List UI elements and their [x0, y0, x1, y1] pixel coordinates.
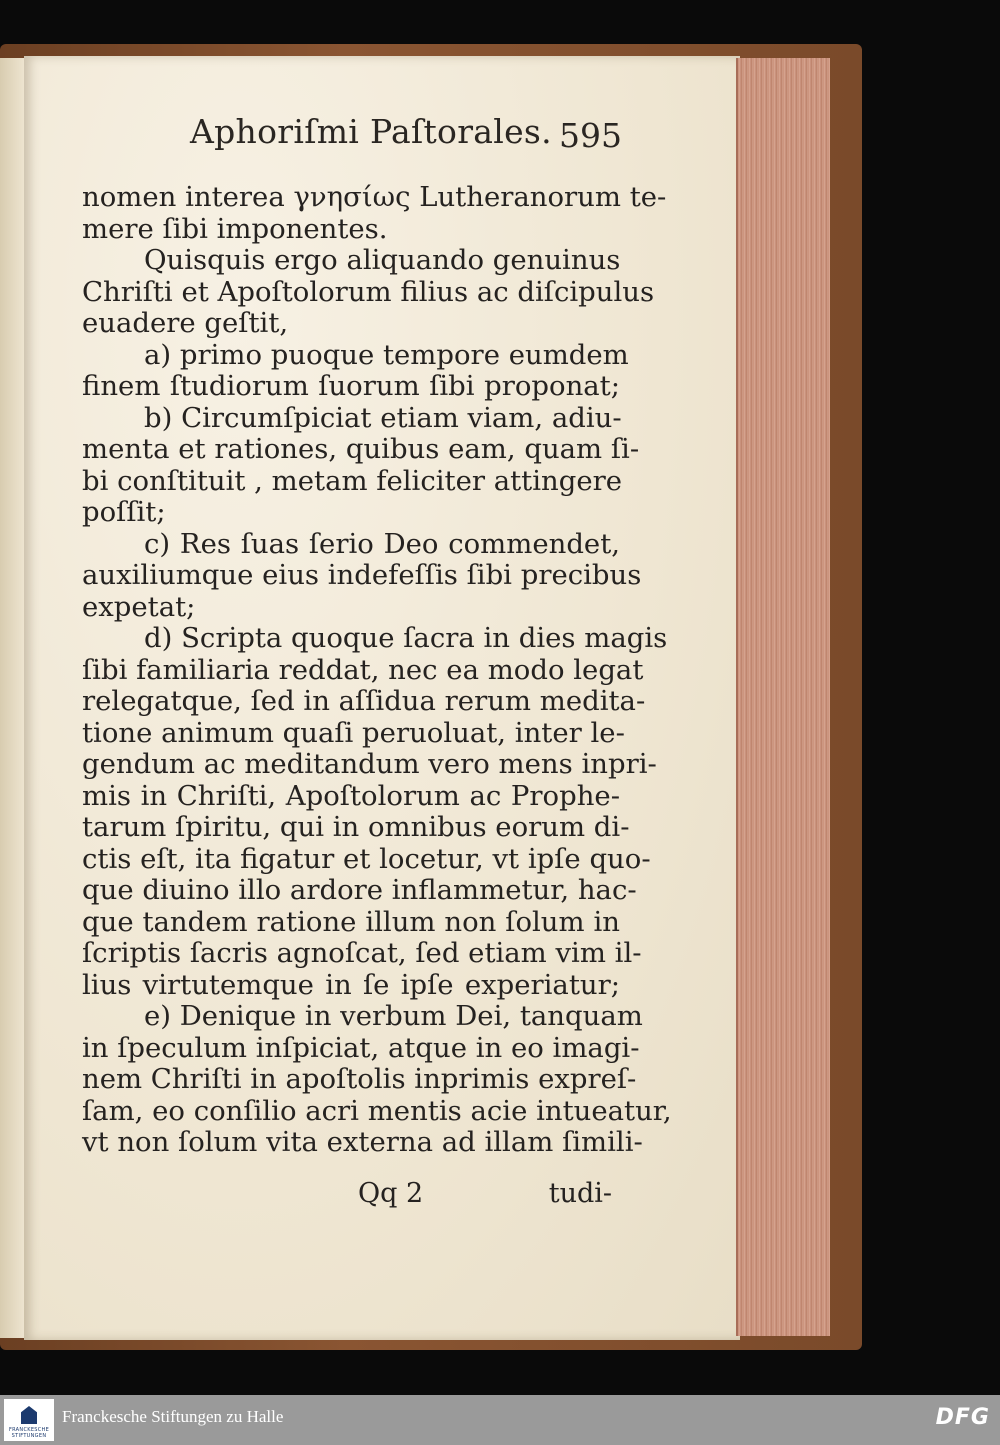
text-line: finem ſtudiorum ſuorum ſibi proponat;	[82, 370, 620, 402]
institution-name[interactable]: Franckesche Stiftungen zu Halle	[62, 1407, 284, 1426]
text-line: poſſit;	[82, 496, 166, 528]
page-footer-line	[82, 1178, 620, 1214]
text-line: gendum ac meditandum vero mens inpri-	[82, 748, 657, 780]
text-line: e) Denique in verbum Dei, tanquam	[144, 1000, 643, 1032]
dfg-logo[interactable]: DFG	[935, 1405, 990, 1430]
text-line: relegatque, ſed in aſſidua rerum medita-	[82, 685, 646, 717]
text-line: que diuino illo ardore inflammetur, hac-	[82, 874, 637, 906]
running-head: Aphoriſmi Paſtorales.	[190, 112, 552, 151]
text-line: b) Circumſpiciat etiam viam, adiu-	[144, 401, 622, 434]
text-line: tarum ſpiritu, qui in omnibus eorum di-	[82, 811, 630, 843]
text-line: nem Chriſti in apoſtolis inprimis expreſ-	[82, 1063, 637, 1095]
text-line: auxiliumque eius indefeſſis ſibi precibus	[82, 559, 642, 591]
text-line: que tandem ratione illum non ſolum in	[82, 905, 620, 938]
page-header	[190, 112, 630, 162]
text-line: a) primo puoque tempore eumdem	[144, 338, 629, 371]
page-body-text	[82, 181, 672, 1159]
text-line: expetat;	[82, 590, 196, 623]
text-line: mere ſibi imponentes.	[82, 212, 388, 245]
text-line: lius virtutemque in ſe ipſe experiatur;	[82, 968, 620, 1001]
text-line: ſam, eo conſilio acri mentis acie intueatur,	[82, 1094, 672, 1127]
text-line: nomen interea γνησίως Lutheranorum te-	[82, 181, 667, 213]
signature-mark: Qq 2	[358, 1178, 424, 1209]
text-line: d) Scripta quoque ſacra in dies magis	[144, 622, 668, 654]
page-number: 595	[559, 116, 622, 155]
text-line: in ſpeculum inſpiciat, atque in eo imagi-	[82, 1031, 640, 1064]
text-line: tione animum quaſi peruoluat, inter le-	[82, 716, 625, 749]
text-line: ctis eſt, ita figatur et locetur, vt ipſe quo-	[82, 842, 651, 875]
text-line: mis in Chriſti, Apoſtolorum ac Prophe-	[82, 779, 620, 812]
page-block-edge	[736, 58, 830, 1336]
text-line: vt non ſolum vita externa ad illam ſimili-	[82, 1126, 643, 1158]
text-line: bi conſtituit , metam feliciter attingere	[82, 464, 623, 497]
text-line: c) Res ſuas ſerio Deo commendet,	[144, 527, 620, 560]
text-line: menta et rationes, quibus eam, quam ſi-	[82, 433, 640, 465]
viewer-footer-bar	[0, 1395, 1000, 1445]
franckesche-stiftungen-logo[interactable]	[4, 1399, 54, 1441]
text-line: ſibi familiaria reddat, nec ea modo legat	[82, 653, 644, 686]
text-line: Quisquis ergo aliquando genuinus	[144, 244, 621, 276]
catchword: tudi-	[548, 1178, 612, 1209]
text-line: euadere geſtit,	[82, 307, 289, 339]
text-line: Chriſti et Apoſtolorum filius ac diſcipulus	[82, 275, 655, 308]
text-line: ſcriptis ſacris agnoſcat, ſed etiam vim il-	[82, 937, 642, 969]
logo-caption: FRANCKESCHE STIFTUNGEN	[8, 1427, 50, 1439]
building-icon	[21, 1406, 37, 1424]
